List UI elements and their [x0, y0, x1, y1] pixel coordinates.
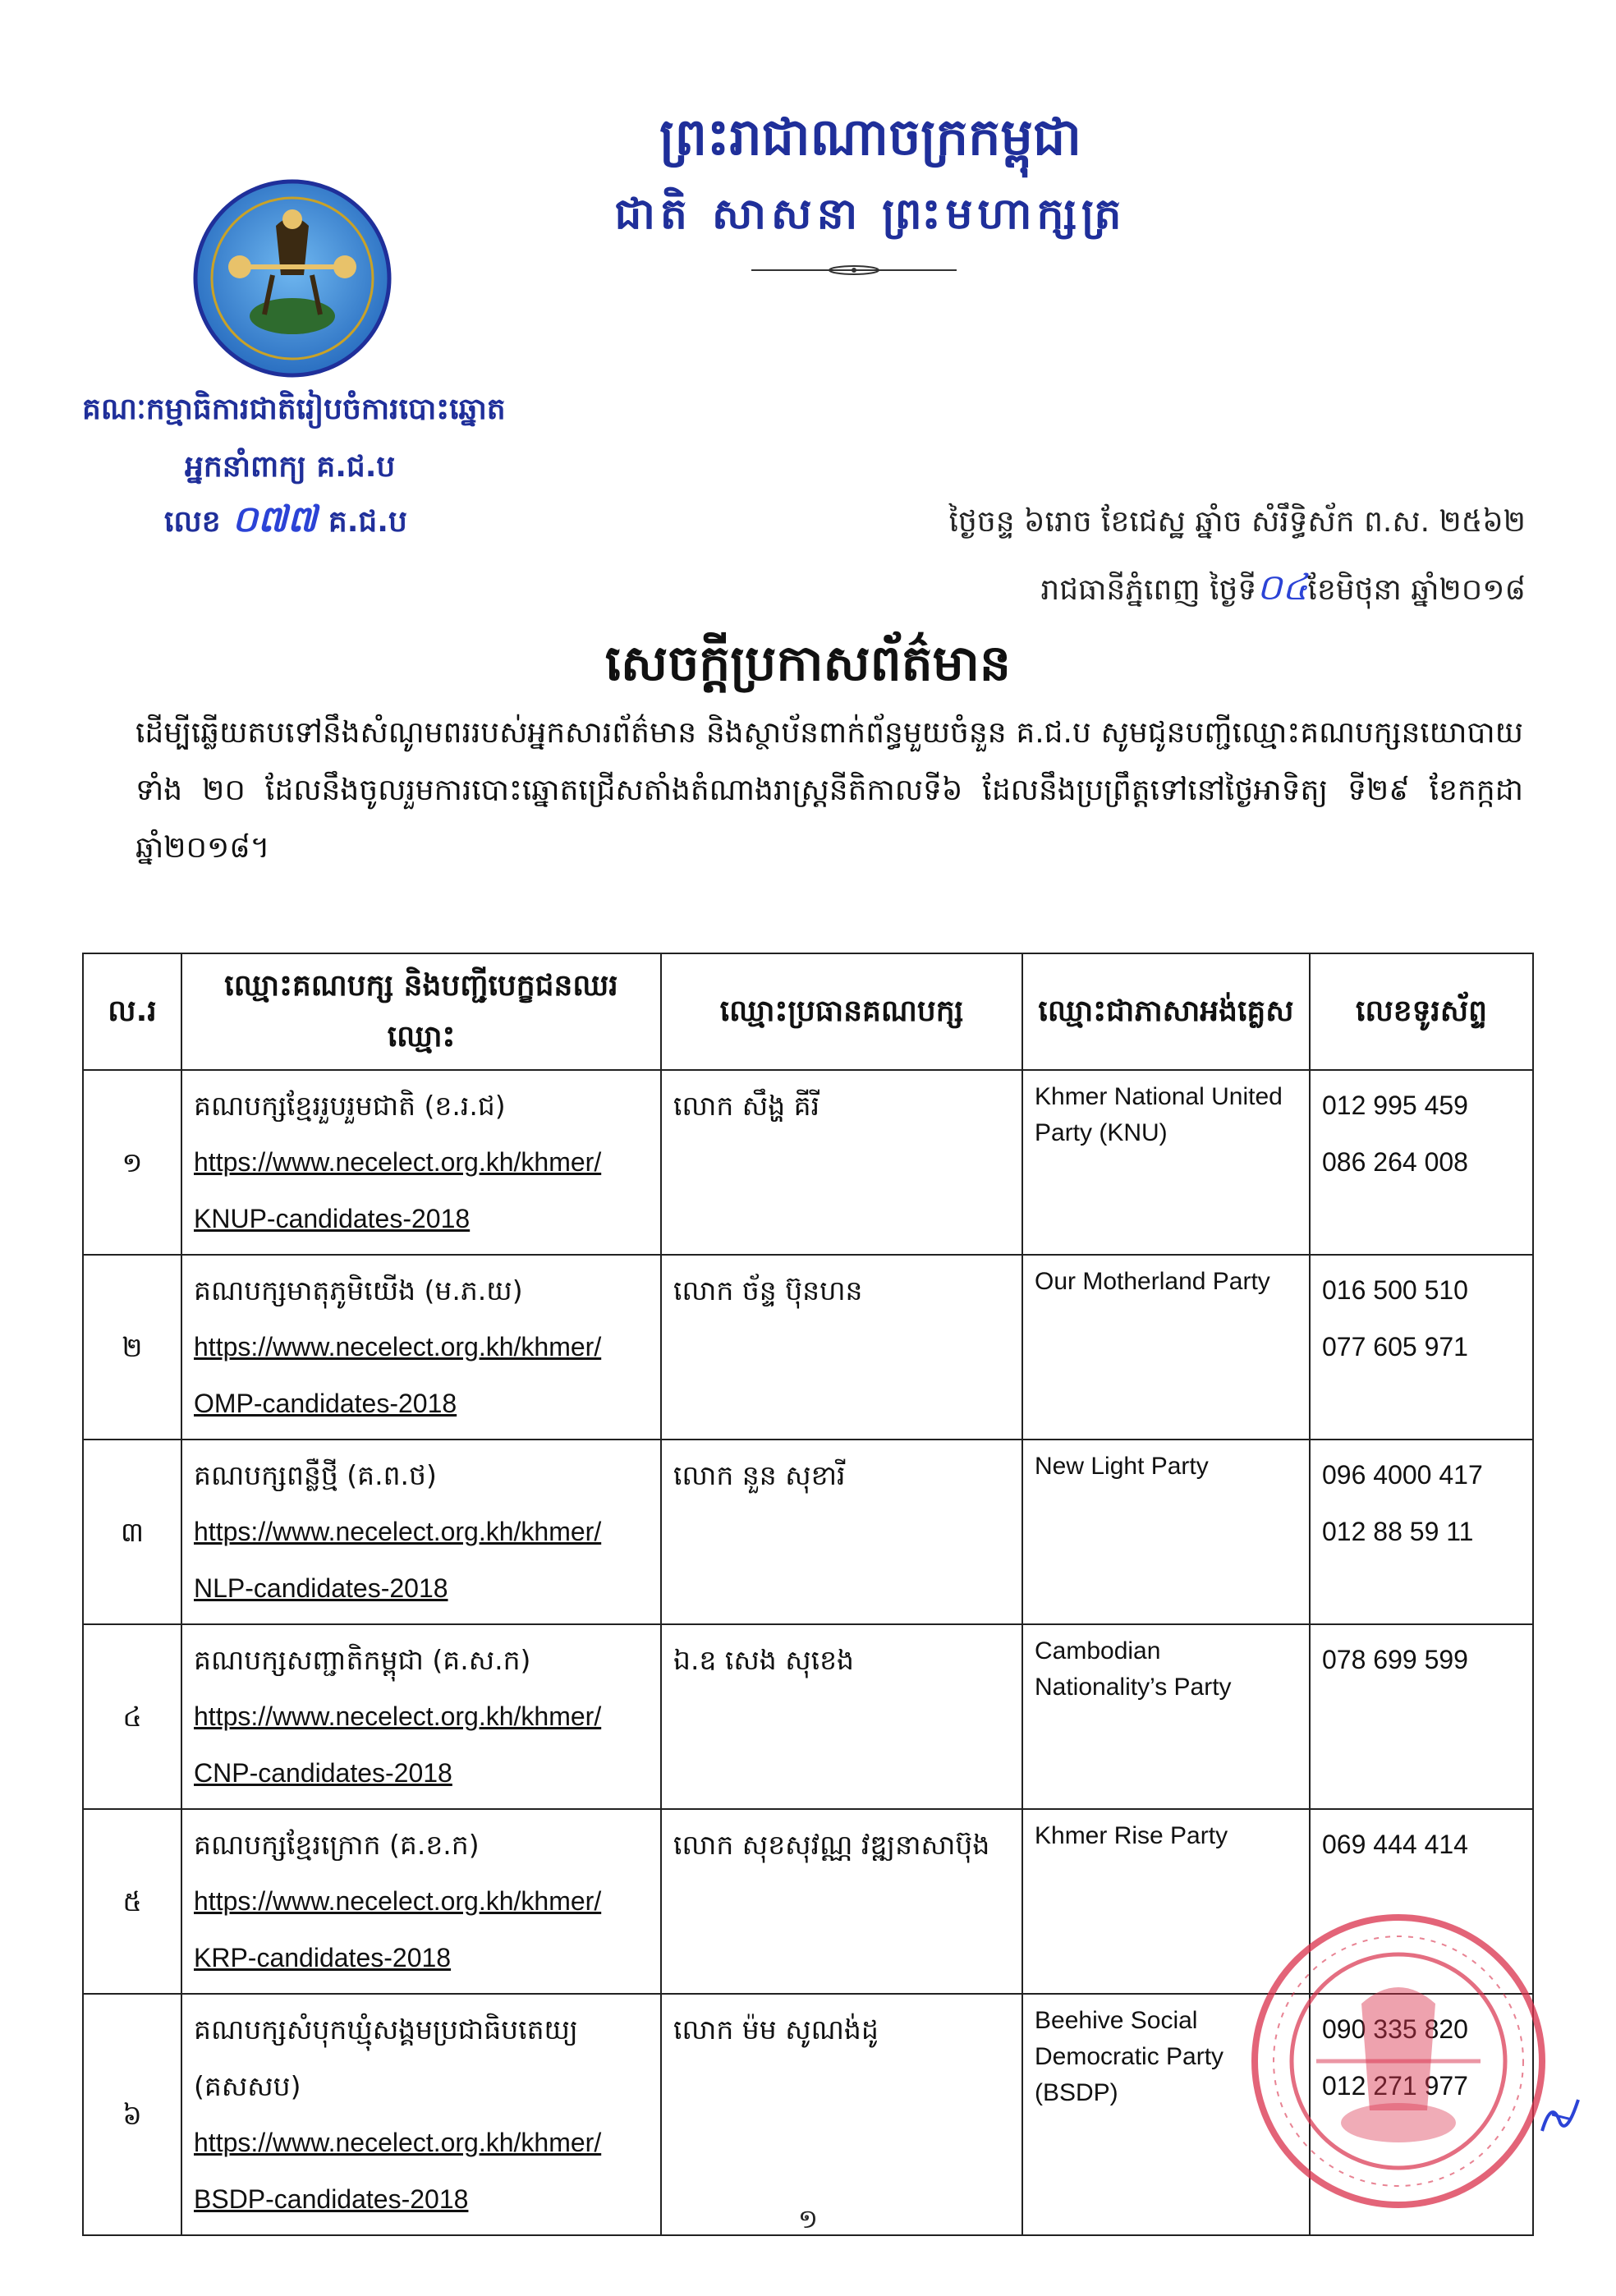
- phone-number: 012 995 459: [1322, 1091, 1468, 1120]
- phone-cell: [1310, 1070, 1533, 1255]
- row-number: ៥: [83, 1809, 181, 1994]
- phone-number: 077 605 971: [1322, 1332, 1468, 1362]
- candidate-link[interactable]: https://www.necelect.org.kh/khmer/: [194, 1701, 602, 1731]
- row-number: ៣: [83, 1440, 181, 1624]
- spokesperson-label: អ្នកនាំពាក្យ គ.ជ.ប: [185, 450, 396, 484]
- candidate-link[interactable]: https://www.necelect.org.kh/khmer/: [194, 2128, 602, 2157]
- phone-cell: [1310, 1255, 1533, 1440]
- phone-cell: [1310, 1624, 1533, 1809]
- candidate-link[interactable]: https://www.necelect.org.kh/khmer/: [194, 1886, 602, 1916]
- table-row: [83, 1255, 1533, 1440]
- initials-signature-icon: [1536, 2090, 1585, 2139]
- solar-day-handwritten: ០៤: [1256, 567, 1308, 608]
- organization-name: គណៈកម្មាធិការជាតិរៀបចំការបោះឆ្នោត: [82, 393, 506, 426]
- reference-number: [164, 497, 407, 549]
- candidate-link-file[interactable]: CNP-candidates-2018: [194, 1758, 452, 1788]
- row-number: ១: [83, 1070, 181, 1255]
- table-row: [83, 1440, 1533, 1624]
- candidate-link-file[interactable]: KNUP-candidates-2018: [194, 1204, 471, 1233]
- table-row: [83, 1624, 1533, 1809]
- phone-number: 090 335 820: [1322, 2014, 1468, 2044]
- page-number: ១: [797, 2203, 819, 2234]
- ref-label: លេខ: [164, 505, 221, 539]
- party-cell: [181, 1255, 661, 1440]
- phone-number: 078 699 599: [1322, 1645, 1468, 1674]
- nec-logo-icon: [191, 177, 394, 380]
- candidate-link-file[interactable]: KRP-candidates-2018: [194, 1943, 452, 1972]
- ref-number-handwritten: ០៧៧: [232, 498, 317, 540]
- phone-number: 012 88 59 11: [1322, 1517, 1474, 1546]
- president-name: លោក ម៉ម សូណង់ដូ: [661, 1994, 1022, 2235]
- party-abbreviation: (គសសប): [194, 2070, 301, 2102]
- header-no: ល.រ: [83, 953, 181, 1070]
- president-name: លោក ច័ន្ទ ប៊ុនហន: [661, 1255, 1022, 1440]
- ref-suffix: គ.ជ.ប: [328, 505, 407, 539]
- candidate-link[interactable]: https://www.necelect.org.kh/khmer/: [194, 1147, 602, 1177]
- candidate-link[interactable]: https://www.necelect.org.kh/khmer/: [194, 1332, 602, 1362]
- header-party: ឈ្មោះគណបក្ស និងបញ្ជីបេក្ខជនឈរឈ្មោះ: [181, 953, 661, 1070]
- row-number: ២: [83, 1255, 181, 1440]
- president-name: លោក សឹង្ហ គីរី: [661, 1070, 1022, 1255]
- english-name: Our Motherland Party: [1035, 1268, 1270, 1295]
- party-cell: [181, 1624, 661, 1809]
- party-name: គណបក្សសំបុកឃ្មុំសង្គមប្រជាធិបតេយ្យ: [194, 2014, 578, 2046]
- english-name: New Light Party: [1035, 1453, 1209, 1480]
- solar-date-suffix: ខែមិថុនា ឆ្នាំ២០១៨: [1307, 573, 1526, 607]
- party-name: គណបក្សសញ្ជាតិកម្ពុជា (គ.ស.ក): [194, 1644, 531, 1676]
- english-name: Khmer National United Party (KNU): [1035, 1083, 1283, 1146]
- phone-number: 069 444 414: [1322, 1830, 1468, 1859]
- row-number: ៤: [83, 1624, 181, 1809]
- table-row: [83, 1070, 1533, 1255]
- president-name: លោក សុខសុវណ្ណ វឌ្ឍនាសាប៊ុង: [661, 1809, 1022, 1994]
- english-name-cell: [1022, 1440, 1310, 1624]
- motto-heading: ជាតិ សាសនា ព្រះមហាក្សត្រ: [614, 189, 1127, 239]
- header-president: ឈ្មោះប្រធានគណបក្ស: [661, 953, 1022, 1070]
- phone-number: 016 500 510: [1322, 1275, 1468, 1305]
- party-name: គណបក្សខ្មែររួបរួមជាតិ (ខ.រ.ជ): [194, 1090, 506, 1122]
- phone-cell: [1310, 1440, 1533, 1624]
- phone-number: 096 4000 417: [1322, 1460, 1483, 1490]
- solar-date-prefix: រាជធានីភ្នំពេញ ថ្ងៃទី: [1040, 573, 1257, 607]
- party-cell: [181, 1994, 661, 2235]
- english-name-cell: [1022, 1255, 1310, 1440]
- solar-date: [1040, 565, 1526, 618]
- party-cell: [181, 1809, 661, 1994]
- divider-ornament: [751, 264, 957, 276]
- candidate-link-file[interactable]: OMP-candidates-2018: [194, 1389, 457, 1418]
- candidate-link-file[interactable]: NLP-candidates-2018: [194, 1573, 448, 1603]
- english-name-cell: [1022, 1070, 1310, 1255]
- candidate-link[interactable]: https://www.necelect.org.kh/khmer/: [194, 1517, 602, 1546]
- english-name: Khmer Rise Party: [1035, 1822, 1228, 1849]
- table-header-row: [83, 953, 1533, 1070]
- party-name: គណបក្សមាតុភូមិយើង (ម.ភ.យ): [194, 1274, 523, 1306]
- party-cell: [181, 1440, 661, 1624]
- row-number: ៦: [83, 1994, 181, 2235]
- intro-paragraph: ដើម្បីឆ្លើយតបទៅនឹងសំណូមពររបស់អ្នកសារព័ត៌មាន និងស្ថាប័នពាក់ព័ន្ធមួយចំនួន គ.ជ.ប សូមជូនបញ្ជីឈ្មោះគណបក្សនយោបាយទាំង ២០ ដែលនឹងចូលរួមការបោះឆ្នោតជ្រើសតាំងតំណាងរាស្ត្រនីតិកាលទី៦ ដែលនឹងប្រព្រឹត្តទៅនៅថ្ងៃអាទិត្យ ទី២៩ ខែកក្កដា ឆ្នាំ២០១៨។: [135, 716, 1523, 865]
- english-name-cell: [1022, 1624, 1310, 1809]
- english-name: Cambodian Nationality’s Party: [1035, 1637, 1232, 1701]
- president-name: លោក នួន សុខារី: [661, 1440, 1022, 1624]
- party-name: គណបក្សពន្លឺថ្មី (គ.ព.ថ): [194, 1459, 437, 1491]
- header-phone: លេខទូរស័ព្ទ: [1310, 953, 1533, 1070]
- lunar-date: ថ្ងៃចន្ទ ៦រោច ខែជេស្ឋ ឆ្នាំច សំរឹទ្ធិស័ក ព.ស. ២៥៦២: [948, 505, 1526, 539]
- official-seal-icon: [1238, 1905, 1559, 2217]
- english-name: Beehive Social Democratic Party (BSDP): [1035, 2007, 1224, 2106]
- document-title: សេចក្តីប្រកាសព័ត៌មាន: [605, 635, 1011, 692]
- party-cell: [181, 1070, 661, 1255]
- phone-number: 086 264 008: [1322, 1147, 1468, 1177]
- candidate-link-file[interactable]: BSDP-candidates-2018: [194, 2184, 469, 2214]
- kingdom-heading: ព្រះរាជាណាចក្រកម្ពុជា: [659, 107, 1081, 167]
- president-name: ឯ.ឧ សេង សុខេង: [661, 1624, 1022, 1809]
- header-english: ឈ្មោះជាភាសាអង់គ្លេស: [1022, 953, 1310, 1070]
- phone-number: 012 271 977: [1322, 2071, 1468, 2101]
- party-name: គណបក្សខ្មែរក្រោក (គ.ខ.ក): [194, 1829, 480, 1861]
